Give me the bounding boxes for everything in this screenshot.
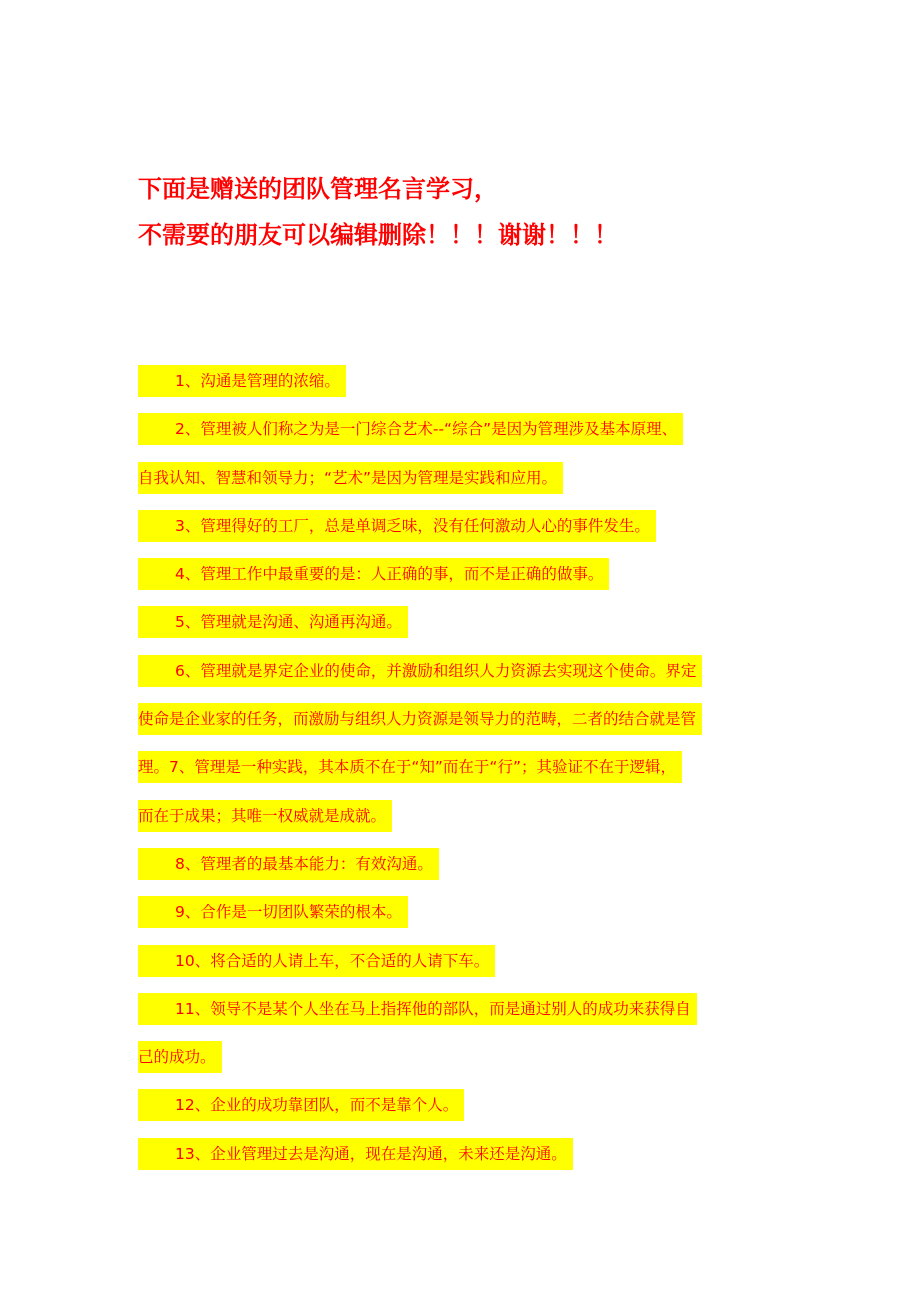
quote-line: [138, 744, 798, 792]
quote-line: [138, 599, 798, 647]
quote-text: 使命是企业家的任务，而激励与组织人力资源是领导力的范畴，二者的结合就是管: [138, 703, 702, 735]
quotes-list: [138, 358, 798, 1179]
quote-line: [138, 986, 798, 1034]
quote-line: [138, 406, 798, 454]
quote-line: [138, 1082, 798, 1130]
quote-line: [138, 1034, 798, 1082]
quote-line: [138, 551, 798, 599]
quote-line: [138, 793, 798, 841]
quote-text: 9、合作是一切团队繁荣的根本。: [138, 896, 408, 928]
quote-line: [138, 696, 798, 744]
quote-line: [138, 503, 798, 551]
header-line-1: 下面是赠送的团队管理名言学习，: [138, 175, 498, 203]
quote-text: 11、领导不是某个人坐在马上指挥他的部队，而是通过别人的成功来获得自: [138, 993, 697, 1025]
quote-line: [138, 455, 798, 503]
quote-line: [138, 1131, 798, 1179]
quote-text: 1、沟通是管理的浓缩。: [138, 365, 346, 397]
quote-text: 己的成功。: [138, 1041, 222, 1073]
quote-line: [138, 358, 798, 406]
quote-text: 理。7、管理是一种实践，其本质不在于“知”而在于“行”；其验证不在于逻辑，: [138, 751, 682, 783]
quote-text: 自我认知、智慧和领导力；“艺术”是因为管理是实践和应用。: [138, 462, 563, 494]
quote-text: 5、管理就是沟通、沟通再沟通。: [138, 606, 408, 638]
quote-line: [138, 889, 798, 937]
quote-text: 2、管理被人们称之为是一门综合艺术--“综合”是因为管理涉及基本原理、: [138, 413, 683, 445]
quote-text: 4、管理工作中最重要的是：人正确的事，而不是正确的做事。: [138, 558, 609, 590]
quote-text: 6、管理就是界定企业的使命，并激励和组织人力资源去实现这个使命。界定: [138, 655, 702, 687]
quote-text: 13、企业管理过去是沟通，现在是沟通，未来还是沟通。: [138, 1138, 573, 1170]
header-line-2: 不需要的朋友可以编辑删除！！！谢谢！！！: [138, 221, 618, 249]
quote-text: 3、管理得好的工厂，总是单调乏味，没有任何激动人心的事件发生。: [138, 510, 656, 542]
quote-text: 10、将合适的人请上车，不合适的人请下车。: [138, 945, 495, 977]
quote-line: [138, 841, 798, 889]
quote-text: 12、企业的成功靠团队，而不是靠个人。: [138, 1089, 464, 1121]
quote-line: [138, 648, 798, 696]
quote-text: 8、管理者的最基本能力：有效沟通。: [138, 848, 439, 880]
header-notice: [138, 166, 838, 258]
quote-line: [138, 938, 798, 986]
quote-text: 而在于成果；其唯一权威就是成就。: [138, 800, 392, 832]
